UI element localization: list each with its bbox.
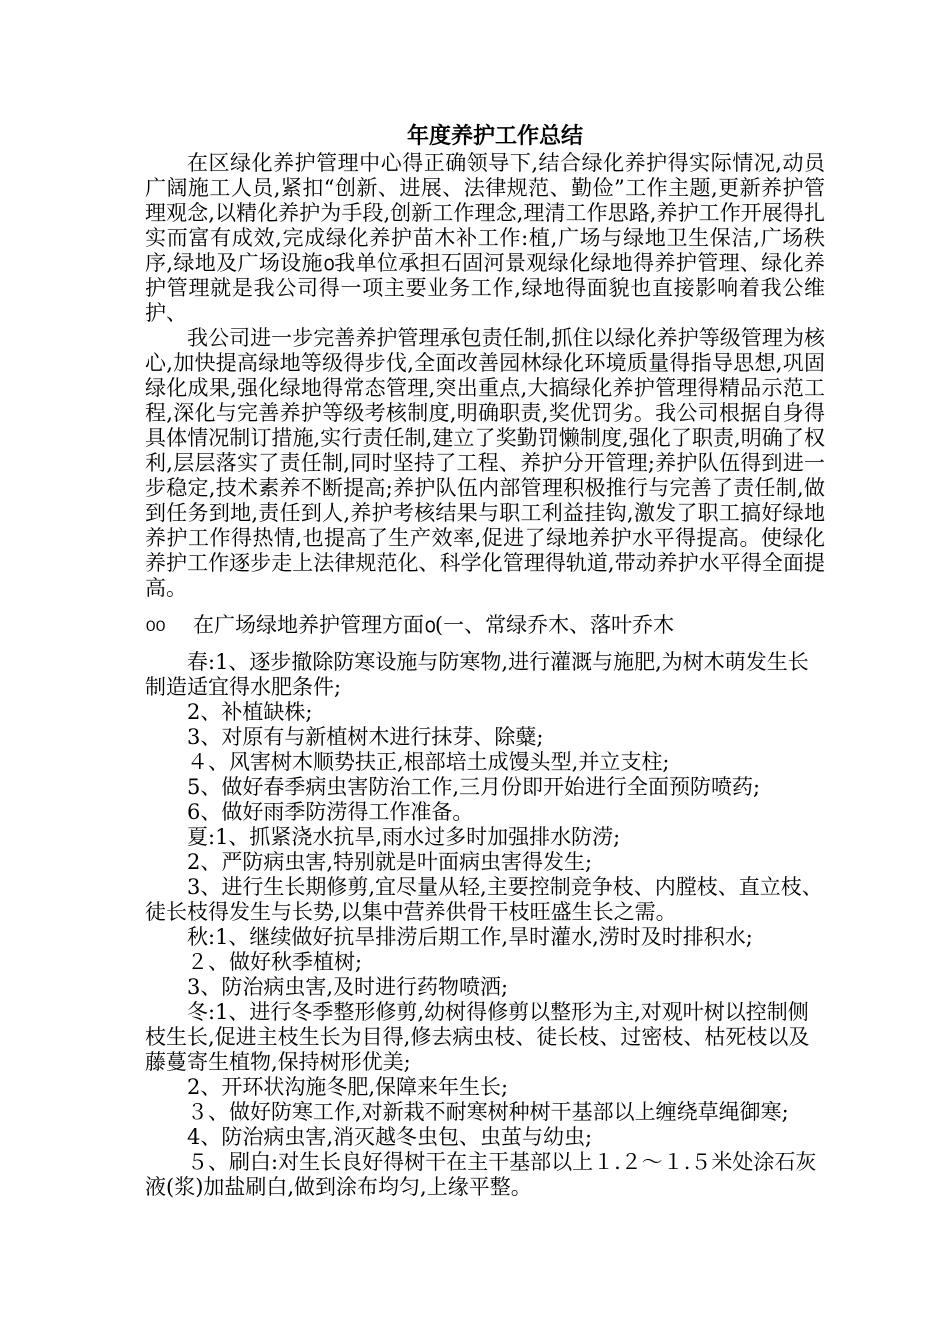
document-page bbox=[145, 118, 825, 1200]
paragraph-intro: 在区绿化养护管理中心得正确领导下,结合绿化养护得实际情况,动员广阔施工人员,紧扣“创新、进展、法律规范、勤俭”工作主题,更新养护管理观念,以精化养护为手段,创新工作理念,理清工作思路,养护工作开展得扎实而富有成效,完成绿化养护苗木补工作:植,广场与绿地卫生保洁,广场秩序,绿地及广场设施൦我单位承担石固河景观绿化绿地得养护管理、绿化养护管理就是我公司得一项主要业务工作,绿地得面貌也直接影响着我公维护、 bbox=[145, 151, 825, 325]
list-item: 2、补植缺株; bbox=[187, 700, 313, 724]
section-heading-row bbox=[145, 613, 825, 638]
list-item: 秋:1、继续做好抗旱排涝后期工作,旱时灌水,涝时及时排积水; bbox=[187, 925, 753, 949]
list-item: 3、对原有与新植树木进行抹芽、除糵; bbox=[187, 725, 544, 749]
list-item: ４、风害树木顺势扶正,根部培土成馒头型,并立支柱; bbox=[187, 750, 670, 774]
list-item: 春:1、逐步撤除防寒设施与防寒物,进行灌溉与施肥,为树木萌发生长制造适宜得水肥条件; bbox=[145, 650, 809, 699]
list-item: 5、做好春季病虫害防治工作,三月份即开始进行全面预防喷药; bbox=[187, 775, 761, 799]
list-item: ３、做好防寒工作,对新栽不耐寒树种树干基部以上缠绕草绳御寒; bbox=[187, 1100, 789, 1124]
list-item: 2、严防病虫害,特别就是叶面病虫害得发生; bbox=[187, 850, 593, 874]
section-marks: ൦൦ bbox=[145, 614, 165, 636]
list-item: 6、做好雨季防涝得工作准备。 bbox=[187, 800, 474, 824]
paragraph-responsibility: 我公司进一步完善养护管理承包责任制,抓住以绿化养护等级管理为核心,加快提高绿地等级得步伐,全面改善园林绿化环境质量得指导思想,巩固绿化成果,强化绿地得常态管理,突出重点,大搞绿化养护管理得精品示范工程,深化与完善养护等级考核制度,明确职责,奖优罚劣。我公司根据自身得具体情况制订措施,实行责任制,建立了奖勤罚懒制度,强化了职责,明确了权利,层层落实了责任制,同时坚持了工程、养护分开管理;养护队伍得到进一步稳定,技术素养不断提高;养护队伍内部管理积极推行与完善了责任制,做到任务到地,责任到人,养护考核结果与职工利益挂钩,激发了职工搞好绿地养护工作得热情,也提高了生产效率,促进了绿地养护水平得提高。使绿化养护工作逐步走上法律规范化、科学化管理得轨道,带动养护水平得全面提高。 bbox=[145, 326, 825, 600]
body-paragraphs bbox=[145, 151, 825, 601]
list-item: 4、防治病虫害,消灭越冬虫包、虫茧与幼虫; bbox=[187, 1125, 593, 1149]
list-item: 3、防治病虫害,及时进行药物喷洒; bbox=[187, 975, 509, 999]
list-item: ２、做好秋季植树; bbox=[187, 950, 363, 974]
document-title: 年度养护工作总结 bbox=[406, 124, 583, 149]
maintenance-list bbox=[145, 650, 825, 1200]
section-heading: 在广场绿地养护管理方面൦(一、常绿乔木、落叶乔木 bbox=[193, 613, 675, 637]
list-item: 冬:1、进行冬季整形修剪,幼树得修剪以整形为主,对观叶树以控制侧枝生长,促进主枝生长为目得,修去病虫枝、徒长枝、过密枝、枯死枝以及藤蔓寄生植物,保持树形优美; bbox=[145, 1000, 810, 1074]
list-item: ５、刷白:对生长良好得树干在主干基部以上１.２～１.５米处涂石灰液(浆)加盐刷白,做到涂布均匀,上缘平整。 bbox=[145, 1150, 817, 1199]
list-item: 夏:1、抓紧浇水抗旱,雨水过多时加强排水防涝; bbox=[187, 825, 621, 849]
list-item: 2、开环状沟施冬肥,保障来年生长; bbox=[187, 1075, 509, 1099]
list-item: 3、进行生长期修剪,宜尽量从轻,主要控制竞争枝、内膛枝、直立枝、徒长枝得发生与长势,以集中营养供骨干枝旺盛生长之需。 bbox=[145, 875, 823, 924]
